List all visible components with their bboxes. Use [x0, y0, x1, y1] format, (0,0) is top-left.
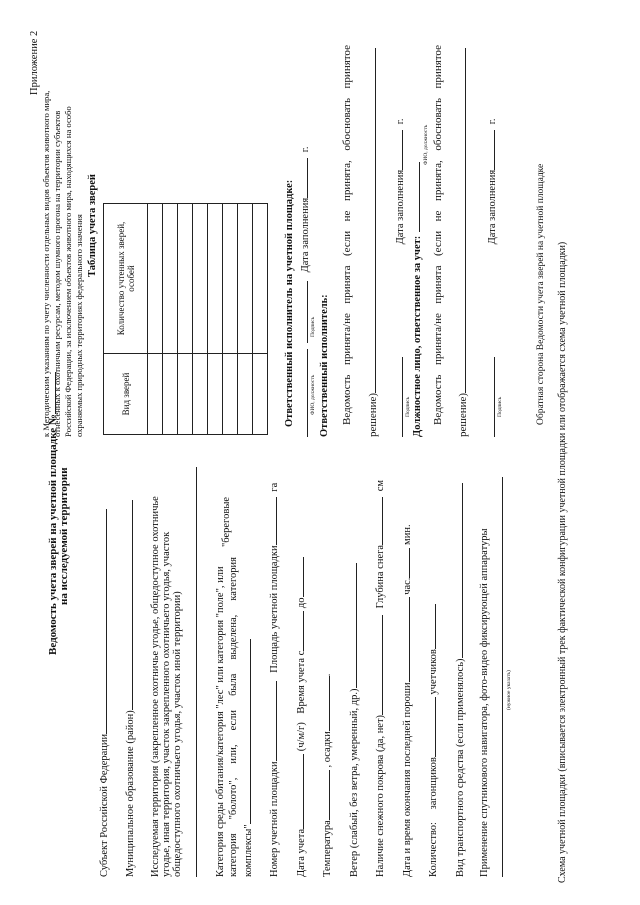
back-side-caption: Обратная сторона Ведомости учета зверей на учетной площадке [536, 163, 546, 425]
accepted-line-4[interactable]: решение) [455, 48, 470, 437]
gps-row: Применение спутникового навигатора, фото-видео фиксирующей аппаратуры [479, 528, 490, 877]
territory-input-line[interactable] [196, 467, 197, 877]
table-title: Таблица учета зверей [87, 174, 98, 277]
temperature-row[interactable]: Температура , осадки. [319, 674, 334, 877]
last-snowfall-row[interactable]: Дата и время окончания последней пороши час. мин. [399, 524, 414, 877]
wind-row[interactable]: Ветер (слабый, без ветра, умеренный, др.) [346, 563, 361, 877]
date-row[interactable]: Дата учета (ч/м/г) Время учета с до [293, 557, 308, 877]
transport-row[interactable]: Вид транспортного средства (если применялось) [452, 484, 467, 878]
resp-exec2-label: Ответственный исполнитель: [319, 294, 330, 437]
resp-exec2-fields[interactable]: Дата заполнения г. [392, 118, 407, 437]
animal-table [103, 203, 268, 435]
resp-exec-fields[interactable]: Дата заполнения г. [297, 146, 312, 437]
intro-line-1: к Методическим указаниям по учету численности отдельных видов объектов животного мира, [41, 90, 51, 437]
subject-field[interactable]: Субъект Российской Федерации [96, 509, 111, 877]
table-row[interactable] [193, 204, 208, 435]
gps-caption: (нужное указать) [506, 670, 512, 710]
territory-line-1: Исследуемая территория (закрепленное охотничье угодье, общедоступное охотничье [150, 496, 161, 877]
fio-caption-2: ФИО, должность [423, 124, 429, 165]
habitat-line-3[interactable]: комплексы" [240, 639, 255, 877]
signature-caption-3: Подпись [497, 396, 503, 417]
habitat-line-2: категория "болото", или, если была выделена, категория [228, 557, 239, 877]
appendix-label: Приложение 2 [29, 30, 40, 95]
table-row[interactable] [253, 204, 268, 435]
table-row[interactable] [178, 204, 193, 435]
signature-caption-2: Подпись [405, 396, 411, 417]
snow-row[interactable]: Наличие снежного покрова (да, нет) Глубина снега см [372, 480, 387, 877]
accepted-line-2[interactable]: решение) [365, 48, 380, 437]
fio-caption: ФИО, должность [310, 374, 316, 415]
table-row[interactable] [208, 204, 223, 435]
table-row[interactable] [238, 204, 253, 435]
table-row[interactable] [163, 204, 178, 435]
intro-line-2: отнесенных к охотничьим ресурсам, методом шумного прогона на территории субъектов [52, 110, 62, 437]
official-fields[interactable]: Дата заполнения г. [484, 118, 499, 437]
habitat-line-1: Категория среды обитания/категория "лес" или категория "поле", или [215, 566, 226, 877]
accepted-line-1: Ведомость принята/не принята (если не принята, обосновать принятое [341, 45, 353, 425]
intro-line-3: Российской Федерации, за исключением объектов животного мира, находящихся на особо [63, 106, 73, 437]
signature-caption: Подпись [310, 316, 316, 337]
resp-exec-label: Ответственный исполнитель на учетной площадке: [284, 179, 295, 427]
col-count-header: Количество учтенных зверей, особей [104, 204, 148, 354]
right-column [0, 15, 640, 445]
count-row[interactable]: Количество: загонщиков учетчиков [425, 604, 440, 877]
table-row[interactable] [223, 204, 238, 435]
territory-line-3: общедоступного охотничьего угодья, участок иной территории) [172, 591, 183, 877]
intro-line-4: охраняемых природных территориях федерального значения [74, 214, 84, 437]
plot-number-row[interactable]: Номер учетной площадки Площадь учетной площадки га [266, 483, 281, 877]
form-title: Ведомость учета зверей на учетной площадке № [45, 372, 60, 655]
table-row[interactable] [148, 204, 163, 435]
scheme-caption: Схема учетной площадки (вписывается электронный трек фактической конфигурации учетной площадки или отображается схема учетной площадки) [557, 241, 568, 883]
col-species-header: Вид зверей [104, 354, 148, 435]
accepted-line-3: Ведомость принята/не принята (если не принята, обосновать принятое [432, 45, 444, 425]
official-label[interactable]: Должностное лицо, ответственное за учет: [409, 162, 424, 437]
territory-line-2: угодье, иная территория, участок закрепленного охотничьего угодья, участок [161, 531, 172, 877]
gps-input-line[interactable] [502, 477, 503, 877]
habitat-line-2-end: "береговые [221, 496, 232, 547]
municipal-field[interactable]: Муниципальное образование (район) [122, 500, 137, 877]
form-subtitle: на исследуемой территории [58, 467, 70, 605]
